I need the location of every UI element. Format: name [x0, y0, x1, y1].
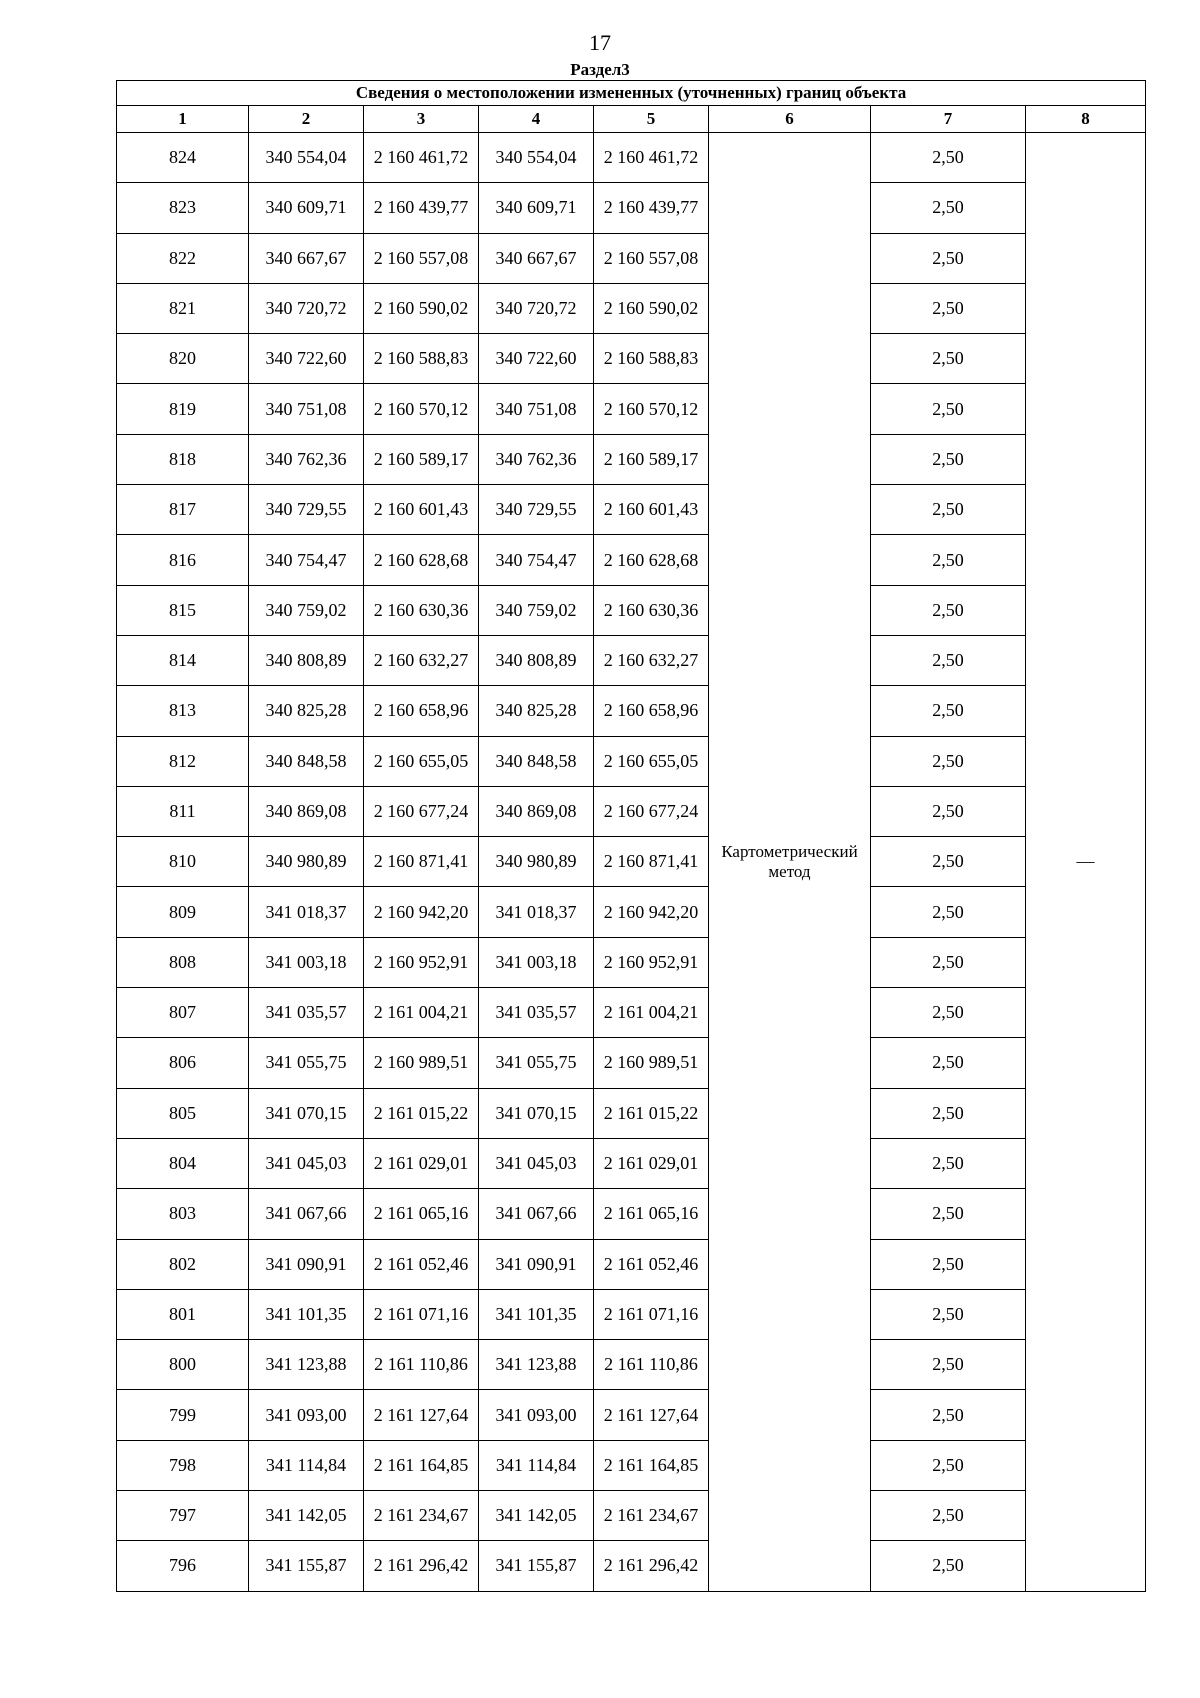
point-number-cell: 820 [117, 334, 249, 384]
y-coordinate-cell: 2 160 590,02 [594, 283, 709, 333]
accuracy-cell: 2,50 [871, 133, 1026, 183]
x-coordinate-cell: 340 667,67 [249, 233, 364, 283]
x-coordinate-cell: 340 722,60 [249, 334, 364, 384]
table-row [117, 1340, 1146, 1390]
column-number: 1 [117, 106, 249, 133]
x-coordinate-cell: 340 722,60 [479, 334, 594, 384]
x-coordinate-cell: 341 055,75 [479, 1038, 594, 1088]
accuracy-cell: 2,50 [871, 585, 1026, 635]
y-coordinate-cell: 2 161 164,85 [364, 1440, 479, 1490]
coordinates-table [116, 80, 1146, 1592]
point-number-cell: 809 [117, 887, 249, 937]
table-row [117, 485, 1146, 535]
x-coordinate-cell: 340 720,72 [479, 283, 594, 333]
x-coordinate-cell: 341 114,84 [479, 1440, 594, 1490]
point-number-cell: 810 [117, 837, 249, 887]
column-number: 5 [594, 106, 709, 133]
y-coordinate-cell: 2 160 871,41 [364, 837, 479, 887]
y-coordinate-cell: 2 160 589,17 [594, 434, 709, 484]
y-coordinate-cell: 2 161 004,21 [594, 988, 709, 1038]
y-coordinate-cell: 2 161 127,64 [594, 1390, 709, 1440]
y-coordinate-cell: 2 161 029,01 [364, 1138, 479, 1188]
y-coordinate-cell: 2 160 461,72 [364, 133, 479, 183]
point-number-cell: 822 [117, 233, 249, 283]
y-coordinate-cell: 2 160 590,02 [364, 283, 479, 333]
y-coordinate-cell: 2 161 110,86 [364, 1340, 479, 1390]
table-row [117, 283, 1146, 333]
y-coordinate-cell: 2 160 655,05 [364, 736, 479, 786]
table-row [117, 937, 1146, 987]
table-row [117, 1440, 1146, 1490]
point-number-cell: 815 [117, 585, 249, 635]
x-coordinate-cell: 340 554,04 [249, 133, 364, 183]
x-coordinate-cell: 341 093,00 [249, 1390, 364, 1440]
section-title: Раздел3 [570, 60, 630, 79]
x-coordinate-cell: 340 825,28 [479, 686, 594, 736]
x-coordinate-cell: 340 754,47 [249, 535, 364, 585]
x-coordinate-cell: 341 142,05 [249, 1491, 364, 1541]
y-coordinate-cell: 2 160 942,20 [594, 887, 709, 937]
y-coordinate-cell: 2 160 658,96 [364, 686, 479, 736]
x-coordinate-cell: 341 090,91 [479, 1239, 594, 1289]
accuracy-cell: 2,50 [871, 1390, 1026, 1440]
accuracy-cell: 2,50 [871, 937, 1026, 987]
table-row [117, 183, 1146, 233]
note-cell: — [1026, 133, 1146, 1592]
accuracy-cell: 2,50 [871, 485, 1026, 535]
y-coordinate-cell: 2 161 029,01 [594, 1138, 709, 1188]
x-coordinate-cell: 340 729,55 [479, 485, 594, 535]
table-row [117, 736, 1146, 786]
y-coordinate-cell: 2 160 871,41 [594, 837, 709, 887]
y-coordinate-cell: 2 161 004,21 [364, 988, 479, 1038]
point-number-cell: 819 [117, 384, 249, 434]
accuracy-cell: 2,50 [871, 1189, 1026, 1239]
y-coordinate-cell: 2 160 655,05 [594, 736, 709, 786]
table-body [117, 133, 1146, 1592]
x-coordinate-cell: 341 123,88 [249, 1340, 364, 1390]
accuracy-cell: 2,50 [871, 384, 1026, 434]
x-coordinate-cell: 340 751,08 [249, 384, 364, 434]
y-coordinate-cell: 2 160 630,36 [364, 585, 479, 635]
point-number-cell: 813 [117, 686, 249, 736]
x-coordinate-cell: 340 759,02 [249, 585, 364, 635]
x-coordinate-cell: 340 808,89 [479, 635, 594, 685]
y-coordinate-cell: 2 160 589,17 [364, 434, 479, 484]
y-coordinate-cell: 2 161 052,46 [594, 1239, 709, 1289]
point-number-cell: 799 [117, 1390, 249, 1440]
table-row [117, 1491, 1146, 1541]
accuracy-cell: 2,50 [871, 887, 1026, 937]
x-coordinate-cell: 340 754,47 [479, 535, 594, 585]
point-number-cell: 818 [117, 434, 249, 484]
accuracy-cell: 2,50 [871, 988, 1026, 1038]
table-row [117, 535, 1146, 585]
point-number-cell: 821 [117, 283, 249, 333]
point-number-cell: 811 [117, 786, 249, 836]
y-coordinate-cell: 2 161 015,22 [594, 1088, 709, 1138]
y-coordinate-cell: 2 161 015,22 [364, 1088, 479, 1138]
point-number-cell: 802 [117, 1239, 249, 1289]
x-coordinate-cell: 341 045,03 [479, 1138, 594, 1188]
x-coordinate-cell: 341 035,57 [479, 988, 594, 1038]
table-row [117, 1239, 1146, 1289]
x-coordinate-cell: 341 101,35 [249, 1289, 364, 1339]
point-number-cell: 812 [117, 736, 249, 786]
point-number-cell: 816 [117, 535, 249, 585]
table-row [117, 635, 1146, 685]
x-coordinate-cell: 341 018,37 [249, 887, 364, 937]
point-number-cell: 796 [117, 1541, 249, 1591]
point-number-cell: 798 [117, 1440, 249, 1490]
x-coordinate-cell: 340 762,36 [249, 434, 364, 484]
accuracy-cell: 2,50 [871, 1088, 1026, 1138]
x-coordinate-cell: 340 759,02 [479, 585, 594, 635]
y-coordinate-cell: 2 161 071,16 [594, 1289, 709, 1339]
x-coordinate-cell: 341 101,35 [479, 1289, 594, 1339]
table-row [117, 988, 1146, 1038]
x-coordinate-cell: 340 980,89 [249, 837, 364, 887]
x-coordinate-cell: 341 003,18 [479, 937, 594, 987]
accuracy-cell: 2,50 [871, 786, 1026, 836]
y-coordinate-cell: 2 160 989,51 [364, 1038, 479, 1088]
x-coordinate-cell: 341 142,05 [479, 1491, 594, 1541]
y-coordinate-cell: 2 160 628,68 [594, 535, 709, 585]
table-row [117, 887, 1146, 937]
y-coordinate-cell: 2 160 677,24 [364, 786, 479, 836]
table-row [117, 837, 1146, 887]
accuracy-cell: 2,50 [871, 1038, 1026, 1088]
column-number: 6 [709, 106, 871, 133]
y-coordinate-cell: 2 161 110,86 [594, 1340, 709, 1390]
point-number-cell: 817 [117, 485, 249, 535]
table-row [117, 233, 1146, 283]
accuracy-cell: 2,50 [871, 1138, 1026, 1188]
point-number-cell: 803 [117, 1189, 249, 1239]
y-coordinate-cell: 2 160 628,68 [364, 535, 479, 585]
accuracy-cell: 2,50 [871, 635, 1026, 685]
table-row [117, 1390, 1146, 1440]
x-coordinate-cell: 341 114,84 [249, 1440, 364, 1490]
column-number-row [117, 106, 1146, 133]
table-row [117, 1088, 1146, 1138]
point-number-cell: 801 [117, 1289, 249, 1339]
point-number-cell: 807 [117, 988, 249, 1038]
point-number-cell: 823 [117, 183, 249, 233]
point-number-cell: 806 [117, 1038, 249, 1088]
table-row [117, 1541, 1146, 1591]
y-coordinate-cell: 2 160 952,91 [594, 937, 709, 987]
x-coordinate-cell: 340 762,36 [479, 434, 594, 484]
point-number-cell: 805 [117, 1088, 249, 1138]
table-row [117, 786, 1146, 836]
x-coordinate-cell: 340 869,08 [249, 786, 364, 836]
accuracy-cell: 2,50 [871, 736, 1026, 786]
x-coordinate-cell: 341 155,87 [249, 1541, 364, 1591]
x-coordinate-cell: 341 035,57 [249, 988, 364, 1038]
y-coordinate-cell: 2 160 439,77 [364, 183, 479, 233]
table-row [117, 1138, 1146, 1188]
accuracy-cell: 2,50 [871, 535, 1026, 585]
accuracy-cell: 2,50 [871, 837, 1026, 887]
table-row [117, 334, 1146, 384]
y-coordinate-cell: 2 161 296,42 [594, 1541, 709, 1591]
x-coordinate-cell: 340 980,89 [479, 837, 594, 887]
accuracy-cell: 2,50 [871, 1440, 1026, 1490]
x-coordinate-cell: 340 720,72 [249, 283, 364, 333]
y-coordinate-cell: 2 160 989,51 [594, 1038, 709, 1088]
y-coordinate-cell: 2 160 942,20 [364, 887, 479, 937]
y-coordinate-cell: 2 160 658,96 [594, 686, 709, 736]
table-row [117, 1189, 1146, 1239]
x-coordinate-cell: 341 070,15 [479, 1088, 594, 1138]
point-number-cell: 797 [117, 1491, 249, 1541]
accuracy-cell: 2,50 [871, 1491, 1026, 1541]
x-coordinate-cell: 341 018,37 [479, 887, 594, 937]
column-number: 3 [364, 106, 479, 133]
x-coordinate-cell: 341 093,00 [479, 1390, 594, 1440]
point-number-cell: 808 [117, 937, 249, 987]
y-coordinate-cell: 2 160 570,12 [364, 384, 479, 434]
y-coordinate-cell: 2 160 461,72 [594, 133, 709, 183]
point-number-cell: 814 [117, 635, 249, 685]
table-row [117, 1289, 1146, 1339]
x-coordinate-cell: 341 123,88 [479, 1340, 594, 1390]
y-coordinate-cell: 2 161 127,64 [364, 1390, 479, 1440]
accuracy-cell: 2,50 [871, 183, 1026, 233]
y-coordinate-cell: 2 161 065,16 [594, 1189, 709, 1239]
x-coordinate-cell: 340 848,58 [249, 736, 364, 786]
x-coordinate-cell: 340 751,08 [479, 384, 594, 434]
accuracy-cell: 2,50 [871, 1340, 1026, 1390]
accuracy-cell: 2,50 [871, 1289, 1026, 1339]
x-coordinate-cell: 340 667,67 [479, 233, 594, 283]
x-coordinate-cell: 341 003,18 [249, 937, 364, 987]
column-number: 4 [479, 106, 594, 133]
y-coordinate-cell: 2 161 296,42 [364, 1541, 479, 1591]
point-number-cell: 800 [117, 1340, 249, 1390]
x-coordinate-cell: 340 869,08 [479, 786, 594, 836]
y-coordinate-cell: 2 161 071,16 [364, 1289, 479, 1339]
accuracy-cell: 2,50 [871, 233, 1026, 283]
y-coordinate-cell: 2 160 630,36 [594, 585, 709, 635]
accuracy-cell: 2,50 [871, 434, 1026, 484]
column-number: 8 [1026, 106, 1146, 133]
y-coordinate-cell: 2 160 952,91 [364, 937, 479, 987]
x-coordinate-cell: 341 070,15 [249, 1088, 364, 1138]
table-row [117, 1038, 1146, 1088]
y-coordinate-cell: 2 160 601,43 [364, 485, 479, 535]
point-number-cell: 824 [117, 133, 249, 183]
table-row [117, 686, 1146, 736]
y-coordinate-cell: 2 160 601,43 [594, 485, 709, 535]
table-row [117, 434, 1146, 484]
accuracy-cell: 2,50 [871, 1239, 1026, 1289]
y-coordinate-cell: 2 161 065,16 [364, 1189, 479, 1239]
y-coordinate-cell: 2 160 677,24 [594, 786, 709, 836]
x-coordinate-cell: 340 729,55 [249, 485, 364, 535]
y-coordinate-cell: 2 161 234,67 [594, 1491, 709, 1541]
accuracy-cell: 2,50 [871, 334, 1026, 384]
accuracy-cell: 2,50 [871, 686, 1026, 736]
accuracy-cell: 2,50 [871, 1541, 1026, 1591]
x-coordinate-cell: 341 067,66 [479, 1189, 594, 1239]
y-coordinate-cell: 2 160 439,77 [594, 183, 709, 233]
column-number: 7 [871, 106, 1026, 133]
accuracy-cell: 2,50 [871, 283, 1026, 333]
table-row [117, 133, 1146, 183]
x-coordinate-cell: 341 055,75 [249, 1038, 364, 1088]
x-coordinate-cell: 340 609,71 [479, 183, 594, 233]
method-cell: Картометрический метод [709, 133, 871, 1592]
y-coordinate-cell: 2 161 234,67 [364, 1491, 479, 1541]
y-coordinate-cell: 2 160 557,08 [594, 233, 709, 283]
x-coordinate-cell: 341 090,91 [249, 1239, 364, 1289]
y-coordinate-cell: 2 160 588,83 [594, 334, 709, 384]
column-number: 2 [249, 106, 364, 133]
y-coordinate-cell: 2 160 557,08 [364, 233, 479, 283]
table-row [117, 384, 1146, 434]
x-coordinate-cell: 340 825,28 [249, 686, 364, 736]
x-coordinate-cell: 340 848,58 [479, 736, 594, 786]
x-coordinate-cell: 340 554,04 [479, 133, 594, 183]
x-coordinate-cell: 340 609,71 [249, 183, 364, 233]
y-coordinate-cell: 2 161 052,46 [364, 1239, 479, 1289]
y-coordinate-cell: 2 161 164,85 [594, 1440, 709, 1490]
y-coordinate-cell: 2 160 570,12 [594, 384, 709, 434]
x-coordinate-cell: 341 045,03 [249, 1138, 364, 1188]
table-caption: Сведения о местоположении измененных (уточненных) границ объекта [117, 81, 1146, 106]
x-coordinate-cell: 341 067,66 [249, 1189, 364, 1239]
y-coordinate-cell: 2 160 632,27 [594, 635, 709, 685]
y-coordinate-cell: 2 160 588,83 [364, 334, 479, 384]
page-number: 17 [589, 30, 611, 55]
x-coordinate-cell: 341 155,87 [479, 1541, 594, 1591]
x-coordinate-cell: 340 808,89 [249, 635, 364, 685]
point-number-cell: 804 [117, 1138, 249, 1188]
table-row [117, 585, 1146, 635]
y-coordinate-cell: 2 160 632,27 [364, 635, 479, 685]
